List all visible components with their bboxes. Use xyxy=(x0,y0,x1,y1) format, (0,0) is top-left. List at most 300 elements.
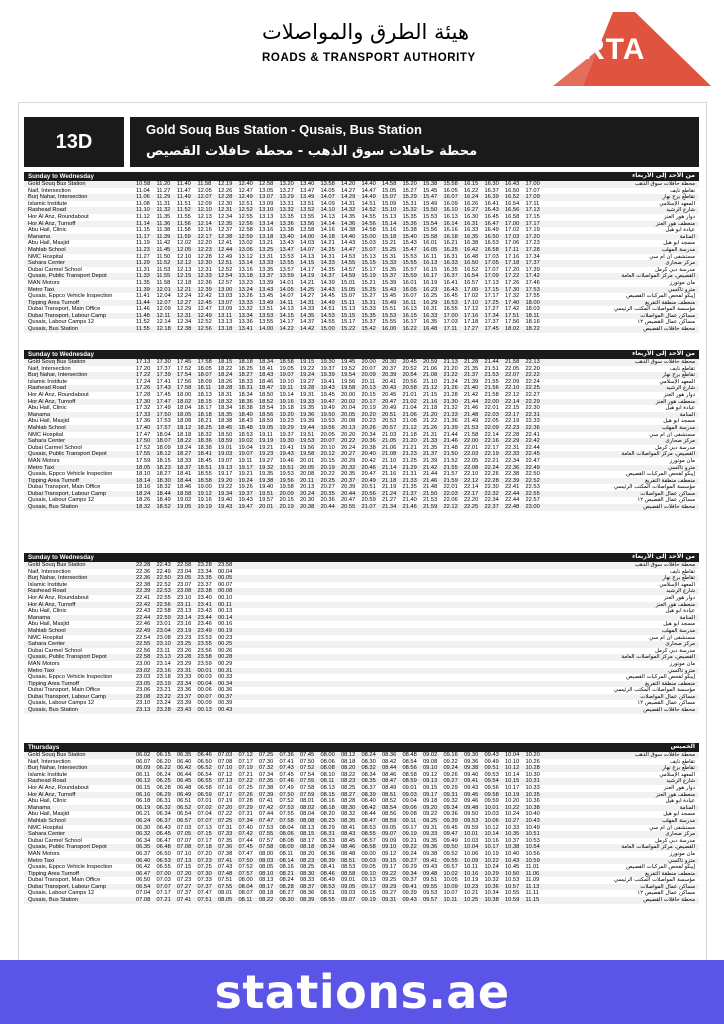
departure-time: 12.02 xyxy=(177,240,192,247)
stop-name-ar: مدرسة المهلب xyxy=(661,817,695,824)
departure-time: 16.38 xyxy=(464,240,479,247)
stop-name-en: Abu Hail, Masjid xyxy=(28,418,70,425)
departure-time: 22.17 xyxy=(484,444,499,451)
departure-time: 08.58 xyxy=(402,771,417,778)
departure-time: 12.17 xyxy=(197,233,212,240)
departure-time: 19.54 xyxy=(341,372,356,379)
departure-time: 09.38 xyxy=(423,850,438,857)
departure-time: 17.12 xyxy=(464,306,479,313)
departure-times xyxy=(136,306,546,313)
departure-time: 00.39 xyxy=(218,700,233,707)
departure-time: 19.41 xyxy=(320,378,335,385)
departure-time: 20.47 xyxy=(382,398,397,405)
departure-time: 15.31 xyxy=(361,299,376,306)
departure-time: 18.02 xyxy=(177,398,192,405)
stop-name-ar: منعطف منطقة التفريغ xyxy=(645,477,695,484)
departure-time: 16.30 xyxy=(464,213,479,220)
departure-time: 23.37 xyxy=(177,693,192,700)
departure-time: 17.17 xyxy=(484,293,499,300)
departure-time: 15.20 xyxy=(402,181,417,187)
departure-time: 17.02 xyxy=(464,293,479,300)
departure-time: 21.44 xyxy=(423,471,438,478)
stop-name-ar: تقاطع برج نهار xyxy=(662,194,695,201)
departure-time: 08.04 xyxy=(279,824,294,831)
departure-time: 09.03 xyxy=(402,791,417,798)
departure-time: 09.07 xyxy=(382,831,397,838)
departure-time: 18.32 xyxy=(218,398,233,405)
stop-name-ar: تقاطع برج نهار xyxy=(662,372,695,379)
departure-times xyxy=(136,188,546,195)
departure-time: 22.17 xyxy=(505,411,520,418)
departure-time: 22.16 xyxy=(484,438,499,445)
departure-time: 18.41 xyxy=(177,471,192,478)
table-row xyxy=(24,674,699,681)
departure-time: 23.34 xyxy=(177,680,192,687)
stop-name-ar: دوار هور العنز xyxy=(663,213,695,220)
departure-time: 09.17 xyxy=(361,883,376,890)
departure-time: 10.15 xyxy=(505,778,520,785)
departure-time: 07.55 xyxy=(300,778,315,785)
departure-time: 22.24 xyxy=(484,464,499,471)
departure-time: 11.36 xyxy=(156,220,171,227)
departure-times xyxy=(136,293,546,300)
departure-time: 22.48 xyxy=(505,504,520,511)
departure-time: 11.46 xyxy=(136,306,150,313)
departure-time: 10.45 xyxy=(505,864,520,871)
departure-time: 19.53 xyxy=(320,418,335,425)
departure-time: 06.42 xyxy=(177,765,192,772)
departure-time: 15.56 xyxy=(423,227,438,234)
departure-times xyxy=(136,792,546,799)
departure-time: 13.18 xyxy=(218,326,233,333)
departure-time: 13.09 xyxy=(259,200,274,207)
table-row xyxy=(24,621,699,628)
stop-name-en: NMC Hospital xyxy=(28,634,64,641)
departure-time: 21.59 xyxy=(443,477,458,484)
departure-time: 09.55 xyxy=(423,883,438,890)
departure-time: 11.29 xyxy=(156,194,171,201)
departure-time: 13.41 xyxy=(238,326,253,333)
departure-time: 15.17 xyxy=(341,319,356,326)
departure-time: 08.37 xyxy=(361,784,376,791)
section-header xyxy=(24,350,699,359)
departure-time: 16.22 xyxy=(402,326,417,333)
departure-time: 06.40 xyxy=(177,758,192,765)
departure-times xyxy=(136,240,546,247)
departure-time: 18.33 xyxy=(238,378,253,385)
departure-time: 18.51 xyxy=(197,464,212,471)
departure-time: 11.10 xyxy=(136,207,150,214)
stop-name-en: Dubai Carmel School xyxy=(28,444,82,451)
departure-time: 17.36 xyxy=(136,418,151,425)
departure-time: 16.50 xyxy=(484,233,499,240)
departure-time: 16.37 xyxy=(484,187,499,194)
departure-time: 21.03 xyxy=(382,431,397,438)
departure-time: 09.17 xyxy=(402,824,417,831)
departure-time: 18.24 xyxy=(177,444,192,451)
departure-time: 10.20 xyxy=(525,752,540,758)
departure-time: 21.31 xyxy=(423,431,438,438)
departure-time: 12.16 xyxy=(197,227,212,234)
authority-name-ar: هيئة الطرق والمواصلات xyxy=(262,20,470,44)
departure-time: 20.36 xyxy=(320,497,335,504)
departure-time: 08.54 xyxy=(402,758,417,765)
departure-time: 08.31 xyxy=(320,831,335,838)
departure-time: 11.06 xyxy=(525,870,540,877)
departure-time: 06.28 xyxy=(156,784,171,791)
departure-time: 18.18 xyxy=(238,359,253,365)
stop-name-ar: القصيص، مركز المواصلات العامة xyxy=(621,451,695,458)
departure-time: 22.20 xyxy=(525,365,540,372)
departure-times xyxy=(136,405,546,412)
departure-time: 09.19 xyxy=(361,897,376,904)
stop-name-en: Gold Souq Bus Station xyxy=(28,359,86,365)
departure-time: 13.49 xyxy=(259,299,274,306)
departure-time: 19.07 xyxy=(238,451,253,458)
table-row xyxy=(24,181,699,188)
departure-time: 10.55 xyxy=(505,890,520,897)
departure-time: 14.39 xyxy=(320,279,335,286)
table-row xyxy=(24,254,699,261)
departure-time: 10.38 xyxy=(525,804,540,811)
table-row xyxy=(24,504,699,511)
departure-time: 07.25 xyxy=(218,817,233,824)
section-header xyxy=(24,743,699,752)
departure-time: 12.05 xyxy=(177,246,192,253)
departure-time: 06.32 xyxy=(156,804,171,811)
stop-name-ar: منعطف منطقة التفريغ xyxy=(645,680,695,687)
departure-time: 00.03 xyxy=(197,674,212,681)
departure-time: 19.01 xyxy=(218,444,233,451)
departure-time: 15.15 xyxy=(341,312,356,319)
stop-name-en: Naif, Intersection xyxy=(28,758,71,765)
departure-times xyxy=(136,707,239,714)
departure-times xyxy=(136,700,239,707)
departure-time: 16.48 xyxy=(464,253,479,260)
departure-time: 19.22 xyxy=(218,484,233,491)
departure-time: 13.40 xyxy=(300,181,315,187)
stop-name-ar: مؤسسة المواصلات المكتب الرئيسي xyxy=(613,306,695,313)
departure-time: 21.36 xyxy=(443,418,458,425)
departure-time: 19.17 xyxy=(218,471,233,478)
departure-time: 23.11 xyxy=(156,647,171,654)
departure-time: 12.10 xyxy=(177,253,192,260)
departure-time: 09.22 xyxy=(402,844,417,851)
departure-time: 16.07 xyxy=(443,194,458,201)
departure-time: 08.13 xyxy=(300,824,315,831)
departure-times xyxy=(136,681,239,688)
table-row xyxy=(24,838,699,845)
stop-name-ar: مستشفى ان ام سي xyxy=(649,634,695,641)
departure-time: 09.49 xyxy=(484,758,499,765)
table-row xyxy=(24,864,699,871)
departure-times xyxy=(136,805,546,812)
departure-time: 14.58 xyxy=(361,227,376,234)
departure-time: 07.44 xyxy=(238,837,253,844)
departure-times xyxy=(136,221,546,228)
departure-time: 19.13 xyxy=(218,464,233,471)
departure-time: 09.11 xyxy=(402,817,417,824)
stop-name-en: Qusais, Bus Station xyxy=(28,707,78,714)
departure-time: 09.01 xyxy=(341,877,356,884)
departure-time: 09.22 xyxy=(423,811,438,818)
stop-name-en: MAN Motors xyxy=(28,660,60,667)
departure-time: 00.04 xyxy=(218,568,233,575)
departure-time: 07.45 xyxy=(238,844,253,851)
departure-time: 09.08 xyxy=(423,758,438,765)
departure-time: 18.36 xyxy=(197,438,212,445)
departure-time: 21.18 xyxy=(402,431,417,438)
departure-time: 15.35 xyxy=(402,213,417,220)
departure-time: 16.14 xyxy=(443,220,458,227)
departure-time: 11.55 xyxy=(177,213,191,220)
departure-time: 18.27 xyxy=(177,451,192,458)
departure-time: 18.08 xyxy=(177,418,192,425)
departure-time: 16.25 xyxy=(443,246,458,253)
departure-time: 21.39 xyxy=(443,424,458,431)
departure-time: 14.29 xyxy=(341,194,356,201)
departure-time: 10.32 xyxy=(484,877,499,884)
departure-time: 20.30 xyxy=(382,359,397,365)
departure-time: 08.01 xyxy=(218,890,233,897)
departure-time: 11.27 xyxy=(136,253,150,260)
departure-time: 17.15 xyxy=(525,213,540,220)
departure-time: 08.36 xyxy=(382,752,397,758)
departure-time: 12.44 xyxy=(218,246,233,253)
departure-time: 16.54 xyxy=(464,273,479,280)
departure-time: 09.15 xyxy=(361,890,376,897)
departure-time: 13.09 xyxy=(218,306,233,313)
departure-time: 19.05 xyxy=(259,424,274,431)
departure-time: 17.27 xyxy=(464,326,479,333)
departure-time: 16.45 xyxy=(443,293,458,300)
stop-name-ar: تقاطع نايف xyxy=(670,568,695,575)
departure-time: 18.46 xyxy=(259,378,274,385)
departure-time: 18.59 xyxy=(259,418,274,425)
departure-time: 14.42 xyxy=(300,326,315,333)
departure-time: 23.18 xyxy=(156,674,171,681)
departure-time: 08.53 xyxy=(361,824,376,831)
departure-time: 22.15 xyxy=(505,405,520,412)
departure-time: 00.14 xyxy=(218,614,233,621)
departure-time: 18.37 xyxy=(177,464,192,471)
table-row xyxy=(24,831,699,838)
stop-name-en: Dubai Carmel School xyxy=(28,837,82,844)
departure-time: 13.21 xyxy=(259,240,274,247)
departure-time: 06.15 xyxy=(136,784,151,791)
departure-time: 18.34 xyxy=(238,391,253,398)
departure-time: 16.50 xyxy=(464,260,479,267)
departure-times xyxy=(136,254,546,261)
departure-time: 22.50 xyxy=(525,471,540,478)
departure-time: 09.10 xyxy=(382,844,397,851)
departure-time: 07.36 xyxy=(279,752,294,758)
departure-time: 18.03 xyxy=(525,306,540,313)
departure-time: 14.36 xyxy=(341,220,356,227)
departure-time: 19.12 xyxy=(197,490,212,497)
departure-time: 16.18 xyxy=(443,233,458,240)
departure-time: 22.58 xyxy=(177,562,192,568)
departure-time: 07.52 xyxy=(279,798,294,805)
departure-time: 07.23 xyxy=(177,877,192,884)
table-row xyxy=(24,234,699,241)
departure-time: 19.37 xyxy=(320,365,335,372)
departure-time: 18.22 xyxy=(177,438,192,445)
departure-time: 13.43 xyxy=(279,240,294,247)
departure-time: 08.48 xyxy=(402,752,417,758)
departure-time: 07.20 xyxy=(197,850,212,857)
departure-time: 13.31 xyxy=(259,253,274,260)
departure-time: 18.52 xyxy=(156,504,171,511)
departure-time: 22.09 xyxy=(484,424,499,431)
departure-time: 19.11 xyxy=(259,431,273,438)
departure-time: 14.47 xyxy=(361,187,376,194)
departure-time: 06.42 xyxy=(136,864,151,871)
departure-time: 21.55 xyxy=(443,464,458,471)
departure-time: 13.14 xyxy=(259,220,274,227)
departure-time: 13.55 xyxy=(300,213,315,220)
departure-time: 10.36 xyxy=(484,883,499,890)
departure-time: 22.07 xyxy=(505,372,520,379)
departure-time: 10.58 xyxy=(136,181,151,187)
table-row xyxy=(24,366,699,373)
departure-time: 10.37 xyxy=(505,837,520,844)
departure-time: 09.48 xyxy=(423,870,438,877)
section-rows xyxy=(24,752,699,904)
departure-time: 00.29 xyxy=(218,660,233,667)
departure-time: 11.41 xyxy=(136,293,150,300)
departure-time: 08.47 xyxy=(382,778,397,785)
table-row xyxy=(24,273,699,280)
departure-time: 17.03 xyxy=(443,319,458,326)
departure-times xyxy=(136,772,546,779)
departure-time: 19.43 xyxy=(218,504,233,511)
departure-time: 14.43 xyxy=(320,286,335,293)
departure-time: 17.13 xyxy=(136,359,151,365)
departure-time: 18.16 xyxy=(525,319,540,326)
departure-time: 22.42 xyxy=(525,438,540,445)
departure-time: 08.33 xyxy=(300,877,315,884)
departure-time: 07.50 xyxy=(238,857,253,864)
departure-time: 13.40 xyxy=(279,233,294,240)
table-row xyxy=(24,432,699,439)
departure-time: 19.35 xyxy=(259,471,274,478)
departure-time: 07.42 xyxy=(259,804,274,811)
table-row xyxy=(24,306,699,313)
departure-time: 17.50 xyxy=(156,411,171,418)
departure-time: 17.02 xyxy=(505,227,520,234)
departure-time: 15.21 xyxy=(361,279,376,286)
departure-time: 17.37 xyxy=(156,365,171,372)
departure-time: 09.17 xyxy=(423,791,438,798)
departure-time: 00.11 xyxy=(218,601,232,608)
departure-time: 16.13 xyxy=(402,306,417,313)
departure-time: 18.44 xyxy=(156,490,171,497)
departure-time: 21.58 xyxy=(484,391,499,398)
departure-time: 09.09 xyxy=(382,837,397,844)
departure-time: 20.22 xyxy=(320,471,335,478)
schedule-section xyxy=(24,172,699,333)
departure-time: 20.01 xyxy=(300,457,315,464)
departure-time: 21.12 xyxy=(402,424,417,431)
departure-time: 09.29 xyxy=(443,784,458,791)
table-row xyxy=(24,884,699,891)
table-row xyxy=(24,615,699,622)
departure-time: 21.48 xyxy=(464,411,479,418)
stop-name-en: Qusais, Labour Camps 12 xyxy=(28,497,95,504)
departure-time: 15.47 xyxy=(402,246,417,253)
departure-time: 16.24 xyxy=(464,194,479,201)
departure-time: 10.20 xyxy=(505,798,520,805)
departure-time: 16.15 xyxy=(464,181,479,187)
departure-time: 11.12 xyxy=(136,213,150,220)
stop-name-ar: المنامة xyxy=(679,411,695,418)
departure-times xyxy=(136,595,239,602)
departure-time: 09.22 xyxy=(443,758,458,765)
departure-time: 14.35 xyxy=(341,213,356,220)
departure-time: 15.21 xyxy=(382,240,397,247)
stop-name-en: Dubai Transport, Labour Camp xyxy=(28,693,107,700)
departure-time: 18.38 xyxy=(218,418,233,425)
departure-time: 18.30 xyxy=(156,477,171,484)
departure-time: 08.30 xyxy=(300,870,315,877)
departure-time: 22.38 xyxy=(136,581,151,588)
departure-time: 13.53 xyxy=(279,253,294,260)
departure-time: 09.52 xyxy=(443,850,458,857)
departure-time: 08.44 xyxy=(361,811,376,818)
departure-time: 20.15 xyxy=(361,391,376,398)
departure-time: 15.31 xyxy=(382,253,397,260)
stop-name-ar: مترو تاكسي xyxy=(668,286,695,293)
departure-time: 20.30 xyxy=(300,497,315,504)
stop-name-en: Qusais, Labour Camps 12 xyxy=(28,319,95,326)
departure-time: 19.19 xyxy=(259,438,274,445)
departure-time: 08.20 xyxy=(300,850,315,857)
table-row xyxy=(24,188,699,195)
departure-time: 14.13 xyxy=(300,253,315,260)
departure-time: 16.33 xyxy=(443,260,458,267)
departure-time: 09.34 xyxy=(443,804,458,811)
departure-time: 07.52 xyxy=(300,765,315,772)
departure-time: 22.36 xyxy=(136,575,151,582)
departure-time: 16.47 xyxy=(484,220,499,227)
departure-time: 19.21 xyxy=(238,471,253,478)
departure-time: 11.52 xyxy=(177,207,191,214)
stop-name-en: Sahara Center xyxy=(28,438,65,445)
departure-time: 17.06 xyxy=(505,240,520,247)
departure-time: 07.23 xyxy=(197,857,212,864)
departure-time: 08.59 xyxy=(382,817,397,824)
departure-time: 23.13 xyxy=(136,707,151,714)
departure-time: 09.41 xyxy=(423,857,438,864)
departure-time: 08.53 xyxy=(320,883,335,890)
departure-time: 19.20 xyxy=(279,411,294,418)
departure-time: 15.27 xyxy=(402,187,417,194)
departure-time: 17.18 xyxy=(505,260,520,267)
departure-time: 06.49 xyxy=(177,791,192,798)
departure-time: 20.09 xyxy=(279,490,294,497)
departure-time: 22.54 xyxy=(136,634,151,641)
departure-time: 15.38 xyxy=(402,227,417,234)
stop-name-ar: إيبكو لفحص المركبات القصيص xyxy=(626,471,695,478)
departure-time: 20.01 xyxy=(259,504,274,511)
departure-time: 21.44 xyxy=(443,431,458,438)
departure-time: 18.27 xyxy=(156,471,171,478)
departure-time: 20.37 xyxy=(382,365,397,372)
departure-time: 07.31 xyxy=(238,811,253,818)
departure-time: 18.45 xyxy=(218,424,233,431)
departure-times xyxy=(136,654,239,661)
